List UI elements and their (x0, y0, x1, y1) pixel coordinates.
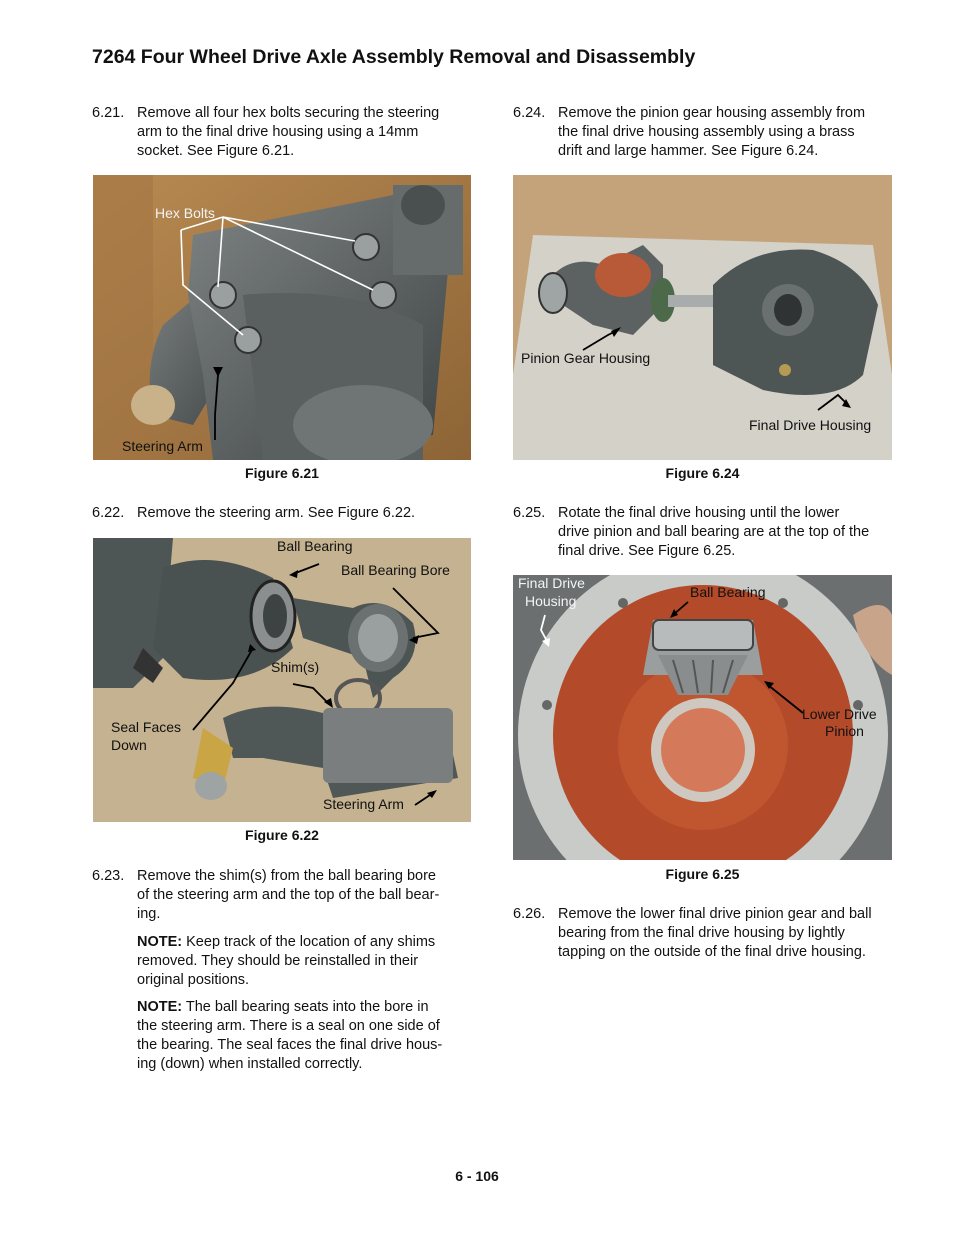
step-line: bearing from the final drive housing by lightly (558, 925, 845, 941)
figure-6-21-photo (93, 175, 471, 460)
steering-arm-removed-photo (93, 538, 471, 822)
step-line: the final drive housing assembly using a brass (558, 124, 855, 140)
figure-6-22-photo (93, 538, 471, 822)
step-line: Remove the shim(s) from the ball bearing bore (137, 868, 436, 884)
label-shims: Shim(s) (271, 659, 320, 675)
label-final-drive-housing: Housing (525, 593, 577, 609)
step-line: ing. (137, 906, 161, 922)
note-text: Keep track of the location of any shims (182, 934, 436, 950)
label-hex-bolts: Hex Bolts (155, 205, 215, 221)
label-ball-bearing: Ball Bearing (690, 584, 766, 600)
step-line: Remove all four hex bolts securing the steering (137, 105, 440, 121)
label-seal-faces: Seal Faces (111, 719, 182, 735)
step-line: drift and large hammer. See Figure 6.24. (558, 143, 819, 159)
label-steering-arm: Steering Arm (323, 796, 404, 812)
figure-6-24-photo (513, 175, 892, 460)
step-text (558, 905, 872, 962)
step-number: 6.26. (513, 906, 546, 922)
note-label: NOTE: (137, 999, 183, 1015)
step-line: final drive. See Figure 6.25. (558, 543, 736, 559)
step-6-25 (513, 504, 903, 564)
note-line: ing (down) when installed correctly. (137, 1056, 363, 1072)
step-text (558, 504, 869, 561)
label-ball-bearing-bore: Ball Bearing Bore (341, 562, 450, 578)
label-seal-faces-down: Down (111, 737, 147, 753)
step-number: 6.24. (513, 105, 546, 121)
step-line: Remove the lower final drive pinion gear and ball (558, 906, 872, 922)
step-text (137, 867, 439, 924)
note-line (137, 933, 482, 952)
label-ball-bearing: Ball Bearing (277, 538, 353, 554)
note-label: NOTE: (137, 934, 183, 950)
label-steering-arm: Steering Arm (122, 438, 203, 454)
step-line: Remove the pinion gear housing assembly from (558, 105, 866, 121)
page-title: 7264 Four Wheel Drive Axle Assembly Removal and Disassembly (92, 46, 696, 68)
note-ball-bearing (137, 998, 482, 1074)
step-line: Rotate the final drive housing until the lower (558, 505, 840, 521)
note-line: the bearing. The seal faces the final drive hous- (137, 1037, 443, 1053)
step-number: 6.21. (92, 105, 125, 121)
step-text (137, 504, 415, 523)
step-number: 6.25. (513, 505, 546, 521)
step-number: 6.22. (92, 505, 125, 521)
figure-caption: Figure 6.24 (665, 465, 740, 481)
step-text (137, 104, 439, 161)
note-line (137, 998, 482, 1017)
step-line: drive pinion and ball bearing are at the top of the (558, 524, 870, 540)
steering-arm-photo (93, 175, 471, 460)
step-6-21 (92, 104, 482, 164)
note-line: the steering arm. There is a seal on one side of (137, 1018, 440, 1034)
label-final-drive-housing: Final Drive Housing (749, 417, 872, 433)
label-pinion-gear-housing: Pinion Gear Housing (521, 350, 651, 366)
label-lower-drive-pinion: Pinion (825, 723, 864, 739)
step-text (558, 104, 865, 161)
page-number: 6 - 106 (455, 1168, 499, 1184)
figure-caption: Figure 6.22 (245, 827, 319, 843)
step-6-23 (92, 867, 482, 927)
note-shims (137, 933, 482, 990)
note-line: original positions. (137, 972, 250, 988)
label-final-drive: Final Drive (518, 575, 585, 591)
step-line: tapping on the outside of the final drive housing. (558, 944, 866, 960)
figure-caption: Figure 6.25 (665, 866, 740, 882)
figure-caption: Figure 6.21 (245, 465, 319, 481)
step-6-22 (92, 504, 482, 524)
label-lower-drive: Lower Drive (802, 706, 877, 722)
note-text: The ball bearing seats into the bore in (182, 999, 429, 1015)
step-6-26 (513, 905, 903, 965)
step-number: 6.23. (92, 868, 125, 884)
step-line: of the steering arm and the top of the ball bear- (137, 887, 440, 903)
step-6-24 (513, 104, 903, 164)
figure-6-25-photo (513, 575, 892, 860)
step-line: Remove the steering arm. See Figure 6.22. (137, 505, 416, 521)
note-line: removed. They should be reinstalled in their (137, 953, 419, 969)
step-line: socket. See Figure 6.21. (137, 143, 295, 159)
step-line: arm to the final drive housing using a 14mm (137, 124, 419, 140)
